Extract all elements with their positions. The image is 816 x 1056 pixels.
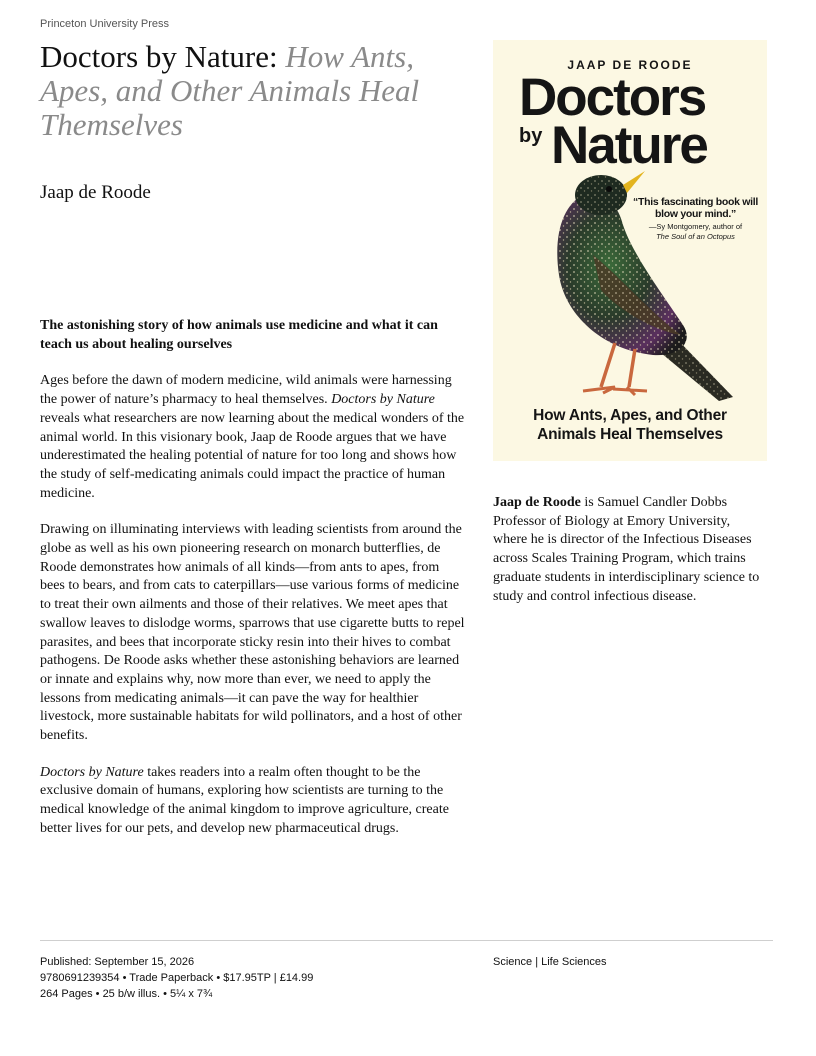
description-lead: The astonishing story of how animals use medicine and what it can teach us about healing ourselves xyxy=(40,318,438,352)
title-subtitle: How Ants, Apes, and Other Animals Heal Themselves xyxy=(40,39,420,142)
p1-book-title: Doctors by Nature xyxy=(331,392,435,408)
cover-quote: “This fascinating book will blow your mind.” xyxy=(633,196,758,220)
book-description xyxy=(40,317,465,857)
quote-attribution-book: The Soul of an Octopus xyxy=(656,231,735,241)
subject-categories: Science | Life Sciences xyxy=(493,956,607,968)
publication-details xyxy=(40,954,313,1002)
cover-title-word2: Nature xyxy=(551,116,707,175)
description-paragraph-3 xyxy=(40,764,465,839)
cover-subtitle: How Ants, Apes, and Other Animals Heal Themselves xyxy=(533,407,727,443)
p3-text: takes readers into a realm often thought to be the exclusive domain of humans, exploring how scientists are turning to the medical knowledge of the animal kingdom to improve agriculture, create better lives for our pets, and develop new pharmaceutical drugs. xyxy=(40,764,449,836)
description-paragraph-2: Drawing on illuminating interviews with leading scientists from around the globe as well as his own pioneering research on monarch butterflies, de Roode demonstrates how animals of all kinds—from ants to apes, from bees to bears, and from cats to caterpillars—use various forms of medicine to treat their own ailments and those of their relatives. We meet apes that swallow leaves to dislodge worms, sparrows that use cigarette butts to repel parasites, and bees that incorporate sticky resin into their hives to combat pathogens. De Roode asks whether these astonishing behaviors are learned or innate and explains why, now more than ever, we need to apply the lessons from medicating animals—it can pave the way for healthier livestock, more sustainable habitats for wild pollinators, and a host of other benefits. xyxy=(40,522,465,744)
cover-author: JAAP DE ROODE xyxy=(567,58,693,72)
book-title xyxy=(40,40,470,142)
p1-text-b: reveals what researchers are now learning about the medical wonders of the animal world. In this visionary book, Jaap de Roode argues that we have underestimated the healing potential of nature for too long and shows how the study of self-medicating animals could impact the practice of human medicine. xyxy=(40,410,465,501)
author-name: Jaap de Roode xyxy=(40,182,151,203)
cover-title-word1: Doctors xyxy=(519,68,706,127)
author-bio xyxy=(493,494,765,606)
footer-divider xyxy=(40,940,773,941)
cover-title-by: by xyxy=(519,125,543,147)
description-paragraph-1 xyxy=(40,372,465,503)
bio-author-name: Jaap de Roode xyxy=(493,495,581,510)
p1-text-a: Ages before the dawn of modern medicine, wild animals were harnessing the power of nature’s pharmacy to heal themselves. xyxy=(40,373,452,408)
bio-text: is Samuel Candler Dobbs Professor of Biology at Emory University, where he is director of the Infectious Diseases across Scales Training Program, which trains graduate students in interdisciplinary science to study and control infectious disease. xyxy=(493,495,760,604)
quote-attribution-author: —Sy Montgomery, author of xyxy=(648,222,743,231)
page-count-dimensions: 264 Pages • 25 b/w illus. • 5¼ x 7¾ xyxy=(40,988,213,1000)
p3-book-title: Doctors by Nature xyxy=(40,764,144,780)
publication-date: Published: September 15, 2026 xyxy=(40,956,195,968)
publisher-name: Princeton University Press xyxy=(40,18,169,30)
book-cover xyxy=(493,40,767,461)
isbn-format-price: 9780691239354 • Trade Paperback • $17.95TP | £14.99 xyxy=(40,972,314,984)
cover-quote-attribution xyxy=(633,222,758,241)
title-main: Doctors by Nature: xyxy=(40,39,278,74)
